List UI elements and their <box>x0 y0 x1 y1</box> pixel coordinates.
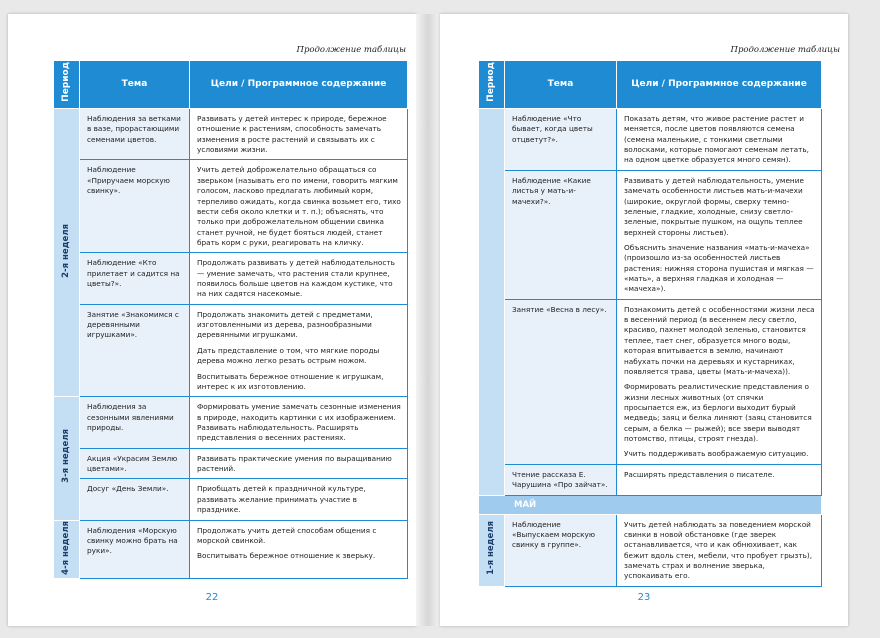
month-row <box>479 495 822 514</box>
month-label: МАЙ <box>479 495 822 514</box>
table-continuation-caption: Продолжение таблицы <box>730 45 840 55</box>
table-row <box>479 299 822 464</box>
goal-paragraph: Развивать практические умения по выращиванию растений. <box>197 453 392 474</box>
topic-cell: Чтение рассказа Е. Чарушина «Про зайчат». <box>505 464 617 495</box>
table-row <box>479 514 822 586</box>
period-cell <box>54 520 80 579</box>
goals-cell <box>617 514 822 586</box>
topic-cell: Занятие «Весна в лесу». <box>505 299 617 464</box>
goal-paragraph: Приобщать детей к праздничной культуре, развивать желание принимать участие в празднике. <box>197 484 366 515</box>
topic-cell: Наблюдение «Приручаем морскую свинку». <box>80 160 190 253</box>
period-label: 3-я неделя <box>61 429 72 484</box>
period-label: 2-я неделя <box>61 223 72 278</box>
goal-paragraph: Объяснить значение названия «мать-и-мачеха» (произошло из-за особенностей листьев растения: нижняя сторона пушистая и мягкая — «мать», а верхняя гладкая и холодная — «мачеха»). <box>624 242 814 294</box>
topic-cell: Наблюдение «Выпускаем морскую свинку в группе». <box>505 514 617 586</box>
header-period: Период <box>54 61 80 109</box>
goals-cell <box>190 253 408 304</box>
goal-paragraph: Продолжать знакомить детей с предметами, изготовленными из дерева, разнообразными деревянными игрушками. <box>197 309 373 340</box>
goal-paragraph: Формировать реалистические представления о жизни лесных животных (от спячки просыпается еж, из берлоги выходит бурый медведь; заяц и белка линяют (заяц становится серым, а белка — рыжей); все звери выводят потомство, птицы, строят гнезда). <box>624 382 812 444</box>
table-header-row <box>54 61 408 109</box>
table-row <box>54 397 408 448</box>
header-goals: Цели / Программное содержание <box>190 61 408 109</box>
topic-cell: Акция «Украсим Землю цветами». <box>80 448 190 479</box>
header-topic: Тема <box>80 61 190 109</box>
table-row <box>54 253 408 304</box>
program-table <box>478 60 822 587</box>
goals-cell <box>190 520 408 579</box>
table-row <box>54 520 408 579</box>
topic-cell: Занятие «Знакомимся с деревянными игрушками». <box>80 304 190 397</box>
goal-paragraph: Расширять представления о писателе. <box>624 469 775 479</box>
table-row <box>54 160 408 253</box>
goal-paragraph: Показать детям, что живое растение растет и меняется, после цветов появляются семена (семена маленькие, с тонкими светлыми волосками, которые помогают семенам летать, на одном цветке образуется много семян). <box>624 114 809 165</box>
goals-cell <box>617 299 822 464</box>
page-number: 22 <box>205 592 219 603</box>
period-label: 1-я неделя <box>486 521 497 576</box>
header-goals: Цели / Программное содержание <box>617 61 822 109</box>
period-cell <box>479 514 505 586</box>
topic-cell: Наблюдение «Какие листья у мать-и-мачехи?». <box>505 170 617 299</box>
topic-cell: Наблюдения за сезонными явлениями природы. <box>80 397 190 448</box>
table-row <box>479 464 822 495</box>
topic-cell: Наблюдения «Морскую свинку можно брать на руки». <box>80 520 190 579</box>
goal-paragraph: Продолжать развивать у детей наблюдательность — умение замечать, что растения стали крупнее, появилось больше цветов на каждом кустике, что на них садятся насекомые. <box>197 258 395 299</box>
period-cell <box>479 109 505 496</box>
goal-paragraph: Учить детей наблюдать за поведением морской свинки в новой обстановке (где зверек останавливается, что и как обнюхивает, как бежит вдоль стен, мебели, что пробует грызть), замечать страх и волнение зверька, успокаивать его. <box>624 519 813 581</box>
goals-cell <box>617 170 822 299</box>
period-cell <box>54 109 80 397</box>
topic-cell: Наблюдение «Что бывает, когда цветы отцветут?». <box>505 109 617 171</box>
table-row <box>54 109 408 160</box>
book-gutter <box>416 14 440 626</box>
table-row <box>54 448 408 479</box>
goal-paragraph: Дать представление о том, что мягкие породы дерева можно легко резать острым ножом. <box>197 345 380 366</box>
table-row <box>479 109 822 171</box>
page-number: 23 <box>637 592 651 603</box>
goal-paragraph: Развивать у детей наблюдательность, умение замечать особенности листьев мать-и-мачехи (широкие, округлой формы, сверху темно-зеленые, гладкие, холодные, снизу светло-зеленые, покрытые пушком, на ощупь теплее верхней стороны листьев). <box>624 175 804 237</box>
table-row <box>54 479 408 520</box>
goal-paragraph: Познакомить детей с особенностями жизни леса в весенний период (в весеннем лесу светло, красиво, пахнет молодой зеленью, становится теплее, тает снег, образуется много воды, которая впитывается в землю, начинают набухать почки на деревьях и кустарниках, появляется трава, цветы (мать-и-мачеха)). <box>624 304 815 376</box>
goal-paragraph: Формировать умение замечать сезонные изменения в природе, находить картинки с их изображением. Развивать наблюдательность. Расширять представления о весенних растениях. <box>197 402 401 443</box>
topic-cell: Досуг «День Земли». <box>80 479 190 520</box>
program-table <box>53 60 408 579</box>
goal-paragraph: Учить детей доброжелательно обращаться со зверьком (называть его по имени, говорить мягким голосом, ласково предлагать любимый корм, терпеливо ожидать, когда свинка возьмет его, тихо вести себя около клетки и т. п.); объяснять, что только при доброжелательном общении свинка станет ручной, не будет бояться людей, станет брать корм с руки, реагировать на кличку. <box>197 165 401 247</box>
table-row <box>479 170 822 299</box>
table-continuation-caption: Продолжение таблицы <box>296 45 406 55</box>
goals-cell <box>617 464 822 495</box>
table-header-row <box>479 61 822 109</box>
goals-cell <box>190 109 408 160</box>
left-page <box>8 14 416 626</box>
topic-cell: Наблюдение «Кто прилетает и садится на цветы?». <box>80 253 190 304</box>
period-cell <box>54 397 80 520</box>
goals-cell <box>190 160 408 253</box>
period-label: 4-я неделя <box>61 520 72 575</box>
topic-cell: Наблюдения за ветками в вазе, прорастающими семенами цветов. <box>80 109 190 160</box>
goal-paragraph: Продолжать учить детей способам общения с морской свинкой. <box>197 525 377 545</box>
goals-cell <box>617 109 822 171</box>
goal-paragraph: Учить поддерживать воображаемую ситуацию. <box>624 449 809 459</box>
goal-paragraph: Развивать у детей интерес к природе, бережное отношение к растениям, способность замечать изменения в росте растений и связывать их с условиями жизни. <box>197 114 387 155</box>
goals-cell <box>190 448 408 479</box>
header-period: Период <box>479 61 505 109</box>
goals-cell <box>190 304 408 397</box>
goal-paragraph: Воспитывать бережное отношение к зверьку. <box>197 551 376 561</box>
table-row <box>54 304 408 397</box>
goal-paragraph: Воспитывать бережное отношение к игрушкам, интерес к их изготовлению. <box>197 371 384 391</box>
goals-cell <box>190 479 408 520</box>
goals-cell <box>190 397 408 448</box>
right-page <box>440 14 848 626</box>
header-topic: Тема <box>505 61 617 109</box>
